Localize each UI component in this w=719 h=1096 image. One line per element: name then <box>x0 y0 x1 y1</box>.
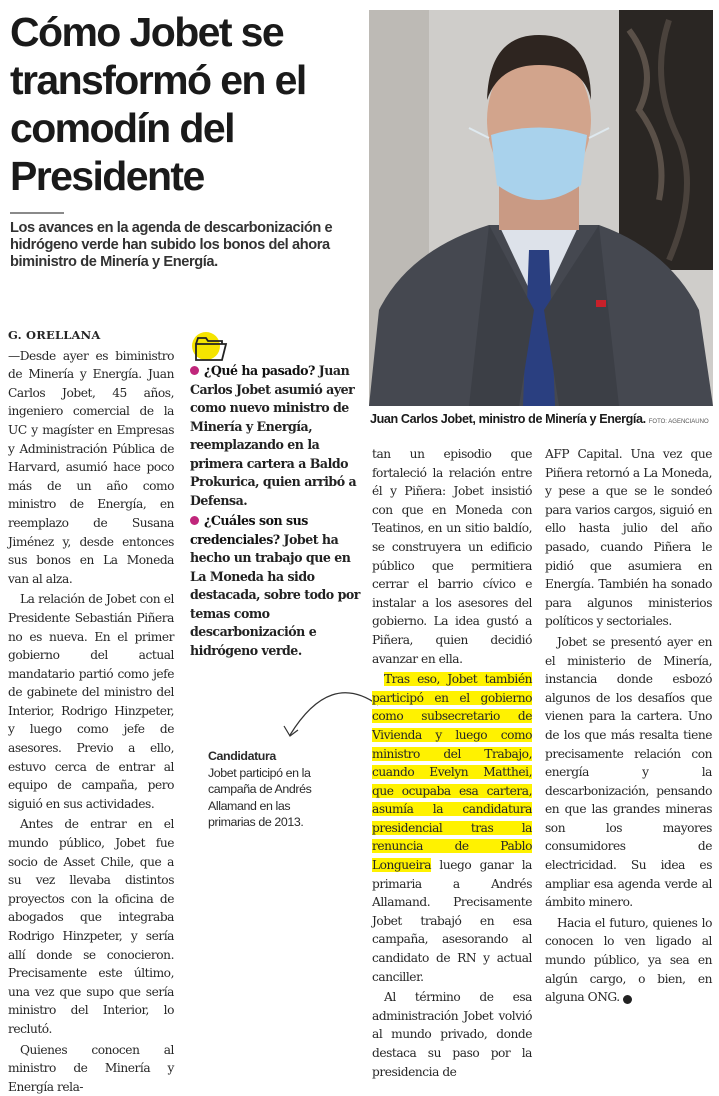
paragraph <box>372 670 532 986</box>
arrow-icon <box>270 680 380 740</box>
qa-answer: Jobet ha hecho un trabajo que en La Moneda ha sido destacada, sobre todo por temas como descarbonización e hidrógeno verde. <box>190 531 360 658</box>
byline: G. ORELLANA <box>8 328 101 342</box>
deck: Los avances en la agenda de descarbonización e hidrógeno verde han subido los bonos del ahora biministro de Minería y Energía. <box>10 220 333 270</box>
article-photo <box>369 10 713 406</box>
note-text: Jobet participó en la campaña de Andrés Allamand en las primarias de 2013. <box>208 765 312 829</box>
deck-divider <box>10 212 64 214</box>
headline: Cómo Jobet se transformó en el comodín del Presidente <box>10 9 306 199</box>
folder-icon <box>192 330 228 366</box>
paragraph: AFP Capital. Una vez que Piñera retornó a La Moneda, y pese a que se le sondeó para varios cargos, siguió en ello hasta julio del año pasado, cuando Piñera le pidió que asumiera en Energía. También ha sonado para algunos ministerios políticos y sectoriales. <box>545 447 712 629</box>
body-column-1 <box>8 326 174 1096</box>
caption-text: Juan Carlos Jobet, ministro de Minería y Energía. <box>370 412 646 426</box>
qa-item <box>190 362 362 510</box>
paragraph <box>545 914 712 1007</box>
paragraph: Antes de entrar en el mundo público, Jobet fue socio de Asset Chile, que a su vez llevaba distintos proyectos con la oficina de abogados que integraba Rodrigo Hinzpeter, y sería allí donde se conocieron. Precisamente este último, una vez que supo que sería ministro del Interior, lo reclutó. <box>8 817 174 1036</box>
qa-question: ¿Cuáles son sus credenciales? <box>190 513 308 547</box>
paragraph: tan un episodio que fortaleció la relación entre él y Piñera: Jobet insistió con que en Moneda con Teatinos, en un sitio baldío, se construyera un edificio público que permitiera cerrar el barrio cívico e instalar a los asesores del gobierno. La idea gustó a Piñera, quien decidió avanzar en ella. <box>372 447 532 666</box>
paragraph: Jobet se presentó ayer en el ministerio de Minería, instancia donde esbozó algunos de los desafíos que vienen para la cartera. Uno de los que más resalta tiene precisamente relación con energía y la descarbonización, pensando en que las grandes mineras son los mayores consumidores de electricidad. Su idea es ampliar esa agenda verde al ámbito minero. <box>545 634 712 910</box>
qa-item <box>190 512 362 660</box>
paragraph: Quienes conocen al ministro de Minería y Energía rela- <box>8 1042 174 1094</box>
bullet-icon <box>190 366 199 375</box>
body-column-3 <box>372 445 532 1081</box>
photo-credit: FOTO: AGENCIAUNO <box>648 419 709 425</box>
end-mark-icon: P <box>623 995 632 1004</box>
paragraph-text: luego ganar la primaria a Andrés Allamand. Precisamente Jobet trabajó en esa campaña, asesorando al candidato de RN y actual canciller. <box>372 858 532 984</box>
bullet-icon <box>190 516 199 525</box>
paragraph: Al término de esa administración Jobet volvió al mundo privado, donde destaca su paso por la presidencia de <box>372 990 532 1079</box>
highlighted-text: Tras eso, Jobet también participó en el gobierno como subsecretario de Vivienda y luego como ministro del Trabajo, cuando Evelyn Matthei, que ocupaba esa cartera, asumía la candidatura presidencial tras la renuncia de Pablo Longueira <box>372 672 532 873</box>
paragraph: La relación de Jobet con el Presidente Sebastián Piñera no es nueva. En el primer gobierno del actual mandatario partió como jefe de gabinete del ministro del Interior, Rodrigo Hinzpeter, y luego como jefe de asesores. Previo a ello, estuvo cerca de entrar al equipo de campaña, pero siguió en sus actividades. <box>8 592 174 811</box>
note-title: Candidatura <box>208 749 276 763</box>
photo-caption <box>370 412 715 426</box>
qa-answer: Juan Carlos Jobet asumió ayer como nuevo ministro de Minería y Energía, reemplazando en la primera cartera a Baldo Prokurica, quien arribó a Defensa. <box>190 363 357 508</box>
body-column-4 <box>545 445 712 1007</box>
paragraph-text: Hacia el futuro, quienes lo conocen lo ven ligado al mundo público, ya sea en algún cargo, o bien, en alguna ONG. <box>545 915 712 1005</box>
paragraph: —Desde ayer es biministro de Minería y Energía. Juan Carlos Jobet, 45 años, ingeniero comercial de la UC y magíster en Empresas y Administración Pública de Harvard, asumió hace poco más de un año como ministro de Energía, en reemplazo de Susana Jiménez y, desde entonces sus bonos en La Moneda van al alza. <box>8 348 174 586</box>
qa-question: ¿Qué ha pasado? <box>204 363 315 378</box>
margin-note <box>208 748 338 831</box>
